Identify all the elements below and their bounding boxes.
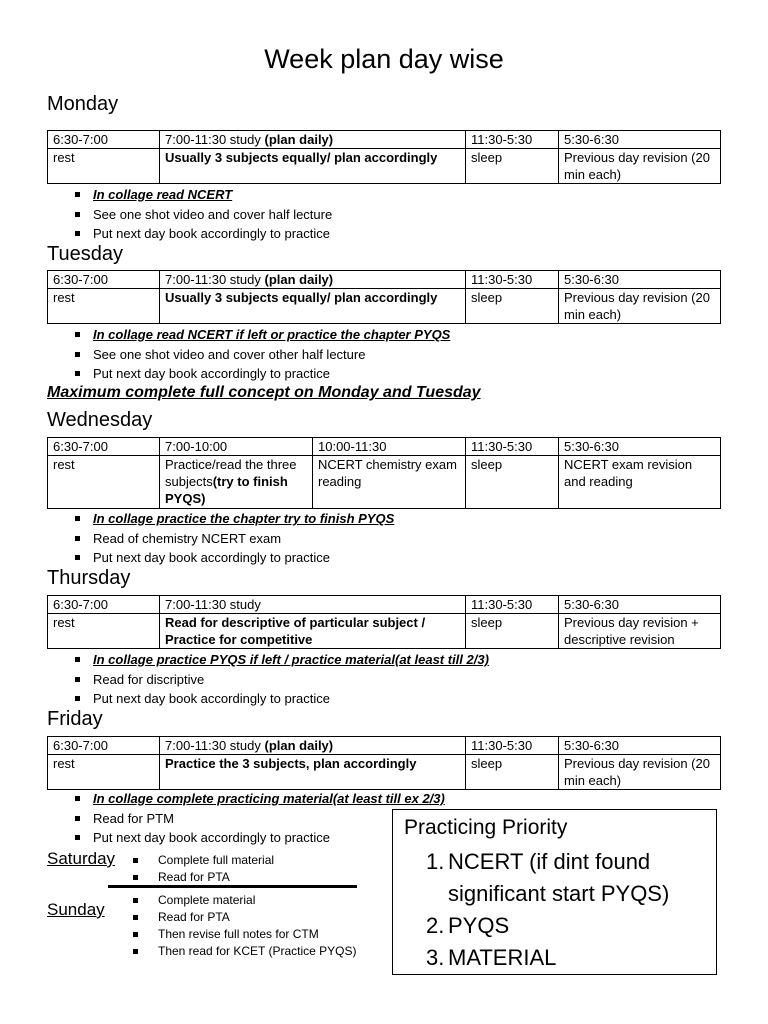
list-item: Read of chemistry NCERT exam [72,529,394,549]
table-cell: Previous day revision (20 min each) [559,149,721,184]
priority-box [392,809,717,975]
table-header-cell: 5:30-6:30 [559,131,721,149]
header-text: 7:00-11:30 study [165,272,265,287]
table-header-cell [160,271,466,289]
list-item: Then revise full notes for CTM [133,926,357,943]
table-cell: rest [48,456,160,509]
table-cell: sleep [466,149,559,184]
table-header-cell: 11:30-5:30 [466,131,559,149]
header-text: 7:00-11:30 study [165,132,265,147]
list-item: See one shot video and cover half lecture [72,205,332,225]
bullet-list-monday [72,185,332,244]
table-cell: sleep [466,289,559,324]
list-item: Put next day book accordingly to practice [72,689,489,709]
list-item: Complete full material [133,852,274,869]
header-text: 7:00-11:30 study [165,738,265,753]
table-cell: NCERT exam revision and reading [559,456,721,509]
day-heading-tuesday: Tuesday [47,243,123,265]
header-text-bold: (plan daily) [264,132,334,147]
table-cell: sleep [466,614,559,649]
list-item: In collage read NCERT [72,185,332,205]
header-text-bold: (plan daily) [264,272,334,287]
list-item: In collage complete practicing material(at least till ex 2/3) [72,789,445,809]
cell-text-bold: (try to finish PYQS) [165,474,288,506]
table-header-cell [160,737,466,755]
table-header-cell: 6:30-7:00 [48,438,160,456]
list-item: Read for PTA [133,909,357,926]
bullet-list-saturday [133,852,274,886]
table-header-cell: 5:30-6:30 [559,271,721,289]
table-cell: Usually 3 subjects equally/ plan accordingly [160,289,466,324]
table-cell [160,456,313,509]
table-header-cell: 6:30-7:00 [48,596,160,614]
day-heading-monday: Monday [47,93,119,115]
table-header-cell: 10:00-11:30 [313,438,466,456]
schedule-table-thursday [47,595,721,649]
page-title: Week plan day wise [264,44,504,74]
table-cell: sleep [466,755,559,790]
list-item: Read for PTA [133,869,274,886]
table-cell: rest [48,755,160,790]
priority-number: 3. [426,945,445,970]
table-header-cell: 6:30-7:00 [48,271,160,289]
priority-text: MATERIAL [448,945,557,970]
priority-item [426,910,712,942]
list-item: Complete material [133,892,357,909]
table-cell: Practice the 3 subjects, plan accordingly [160,755,466,790]
schedule-table-friday [47,736,721,790]
table-cell: rest [48,614,160,649]
table-header-cell: 11:30-5:30 [466,438,559,456]
priority-number: 2. [426,913,445,938]
table-cell: rest [48,149,160,184]
day-heading-friday: Friday [47,708,103,730]
list-item: Put next day book accordingly to practice [72,364,450,384]
table-cell: Previous day revision (20 min each) [559,755,721,790]
summary-note: Maximum complete full concept on Monday and Tuesday [47,384,481,401]
table-cell: Previous day revision (20 min each) [559,289,721,324]
list-item: In collage practice PYQS if left / practice material(at least till 2/3) [72,650,489,670]
schedule-table-monday [47,130,721,184]
table-header-cell [160,131,466,149]
table-header-cell: 5:30-6:30 [559,438,721,456]
table-cell: sleep [466,456,559,509]
bullet-list-friday [72,789,445,848]
bullet-list-tuesday [72,325,450,384]
cell-text: Practice/read the three subjects [165,457,297,489]
table-cell: rest [48,289,160,324]
table-header-cell: 7:00-11:30 study [160,596,466,614]
table-cell: NCERT chemistry exam reading [313,456,466,509]
bullet-list-wednesday [72,509,394,568]
priority-item [426,846,712,910]
priority-number: 1. [426,849,445,874]
table-header-cell: 6:30-7:00 [48,737,160,755]
list-item: In collage read NCERT if left or practice the chapter PYQS [72,325,450,345]
table-cell: Read for descriptive of particular subject / Practice for competitive [160,614,466,649]
table-header-cell: 5:30-6:30 [559,596,721,614]
divider [108,885,357,888]
list-item: In collage practice the chapter try to finish PYQS [72,509,394,529]
priority-text: PYQS [448,913,510,938]
list-item: Then read for KCET (Practice PYQS) [133,943,357,960]
priority-list [426,846,712,974]
table-header-cell: 11:30-5:30 [466,271,559,289]
bullet-list-sunday [133,892,357,960]
list-item: Read for discriptive [72,670,489,690]
day-heading-thursday: Thursday [47,567,131,589]
priority-text: NCERT (if dint found significant start PYQS) [448,849,670,906]
table-header-cell: 11:30-5:30 [466,596,559,614]
table-header-cell: 6:30-7:00 [48,131,160,149]
table-header-cell: 7:00-10:00 [160,438,313,456]
table-cell: Previous day revision + descriptive revision [559,614,721,649]
list-item: See one shot video and cover other half lecture [72,345,450,365]
table-header-cell: 5:30-6:30 [559,737,721,755]
list-item: Put next day book accordingly to practice [72,224,332,244]
priority-title: Practicing Priority [404,816,568,839]
table-cell: Usually 3 subjects equally/ plan accordingly [160,149,466,184]
list-item: Put next day book accordingly to practice [72,548,394,568]
schedule-table-tuesday [47,270,721,324]
day-heading-wednesday: Wednesday [47,409,153,431]
table-header-cell: 11:30-5:30 [466,737,559,755]
header-text-bold: (plan daily) [264,738,334,753]
priority-item [426,942,712,974]
bullet-list-thursday [72,650,489,709]
schedule-table-wednesday [47,437,721,509]
day-heading-saturday: Saturday [47,849,116,868]
list-item: Put next day book accordingly to practice [72,828,445,848]
day-heading-sunday: Sunday [47,900,105,919]
list-item: Read for PTM [72,809,445,829]
